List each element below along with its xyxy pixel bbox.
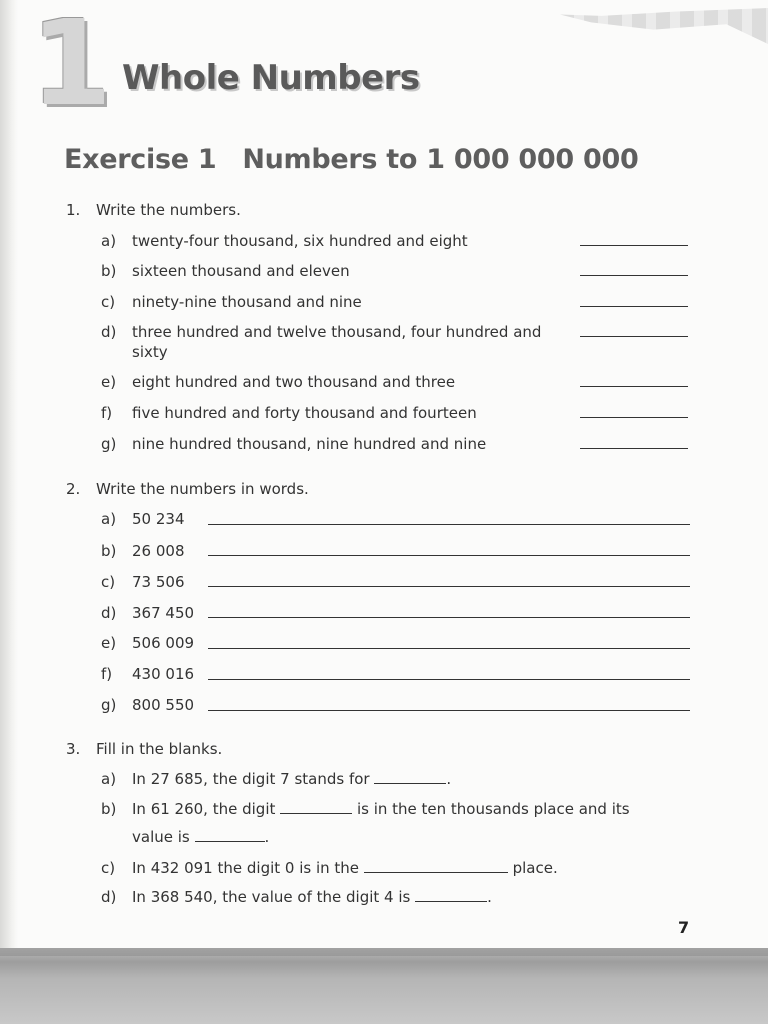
item-label: e)	[101, 373, 117, 391]
sentence-text: In 432 091 the digit 0 is in the	[132, 859, 360, 877]
fill-sentence	[132, 888, 492, 906]
page-left-shadow	[0, 0, 18, 1024]
item-number: 506 009	[132, 634, 195, 652]
item-number: 800 550	[132, 696, 195, 714]
answer-line[interactable]	[580, 448, 688, 449]
item-label: f)	[101, 404, 113, 422]
item-text: five hundred and forty thousand and fourteen	[132, 404, 477, 422]
chapter-number: 1	[30, 0, 113, 132]
answer-line[interactable]	[208, 679, 690, 680]
item-label: b)	[101, 542, 117, 560]
fill-blank[interactable]	[280, 801, 352, 814]
sentence-text: .	[487, 888, 492, 906]
item-number: 73 506	[132, 573, 185, 591]
fill-sentence-continued	[132, 828, 269, 846]
exercise-title: Numbers to 1 000 000 000	[242, 144, 639, 175]
item-label: d)	[101, 888, 117, 906]
item-label: c)	[101, 859, 116, 877]
answer-line[interactable]	[580, 275, 688, 276]
item-text: three hundred and twelve thousand, four hundred and sixty	[132, 323, 542, 361]
item-number: 50 234	[132, 510, 185, 528]
item-label: e)	[101, 634, 117, 652]
chapter-number-badge	[30, 0, 113, 132]
exercise-heading	[64, 144, 638, 175]
answer-line[interactable]	[208, 710, 690, 711]
answer-line[interactable]	[208, 524, 690, 525]
exercise-label: Exercise 1	[64, 144, 217, 175]
item-text: nine hundred thousand, nine hundred and nine	[132, 435, 487, 453]
sentence-text: .	[264, 828, 270, 846]
question-prompt: Write the numbers in words.	[96, 480, 309, 498]
fill-blank[interactable]	[374, 771, 446, 784]
fill-blank[interactable]	[364, 860, 508, 873]
item-label: a)	[101, 232, 117, 250]
answer-line[interactable]	[208, 648, 690, 649]
sentence-text: In 61 260, the digit	[132, 800, 276, 818]
answer-line[interactable]	[580, 336, 688, 337]
item-label: d)	[101, 323, 117, 341]
question-prompt: Fill in the blanks.	[96, 740, 223, 758]
answer-line[interactable]	[208, 617, 690, 618]
answer-line[interactable]	[580, 306, 688, 307]
answer-line[interactable]	[580, 386, 688, 387]
item-label: f)	[101, 665, 113, 683]
answer-line[interactable]	[208, 586, 690, 587]
item-label: b)	[101, 800, 117, 818]
item-label: d)	[101, 604, 117, 622]
item-label: c)	[101, 573, 116, 591]
fill-sentence	[132, 859, 558, 877]
chapter-title: Whole Numbers	[122, 58, 420, 98]
item-text: ninety-nine thousand and nine	[132, 293, 362, 311]
fill-blank[interactable]	[415, 889, 487, 902]
item-number: 430 016	[132, 665, 195, 683]
page-number: 7	[678, 918, 690, 937]
fill-sentence	[132, 770, 451, 788]
sentence-text: is in the ten thousands place and its	[356, 800, 630, 818]
item-label: c)	[101, 293, 116, 311]
question-number: 3.	[66, 740, 81, 758]
question-prompt: Write the numbers.	[96, 201, 241, 219]
question-number: 1.	[66, 201, 81, 219]
answer-line[interactable]	[580, 417, 688, 418]
answer-line[interactable]	[580, 245, 688, 246]
item-label: b)	[101, 262, 117, 280]
item-number: 26 008	[132, 542, 185, 560]
item-text: eight hundred and two thousand and three	[132, 373, 456, 391]
sentence-text: In 368 540, the value of the digit 4 is	[132, 888, 411, 906]
answer-line[interactable]	[208, 555, 690, 556]
item-text: sixteen thousand and eleven	[132, 262, 350, 280]
item-label: a)	[101, 770, 117, 788]
sentence-text: In 27 685, the digit 7 stands for	[132, 770, 370, 788]
sentence-text: .	[446, 770, 452, 788]
sentence-text: place.	[512, 859, 558, 877]
item-label: g)	[101, 435, 117, 453]
item-label: a)	[101, 510, 117, 528]
decorative-header-strip	[560, 8, 768, 44]
fill-sentence	[132, 800, 630, 818]
page-bottom-shadow	[0, 948, 768, 1024]
sentence-text: value is	[132, 828, 190, 846]
question-number: 2.	[66, 480, 81, 498]
fill-blank[interactable]	[195, 829, 265, 842]
item-text: twenty-four thousand, six hundred and eight	[132, 232, 468, 250]
item-number: 367 450	[132, 604, 195, 622]
item-label: g)	[101, 696, 117, 714]
